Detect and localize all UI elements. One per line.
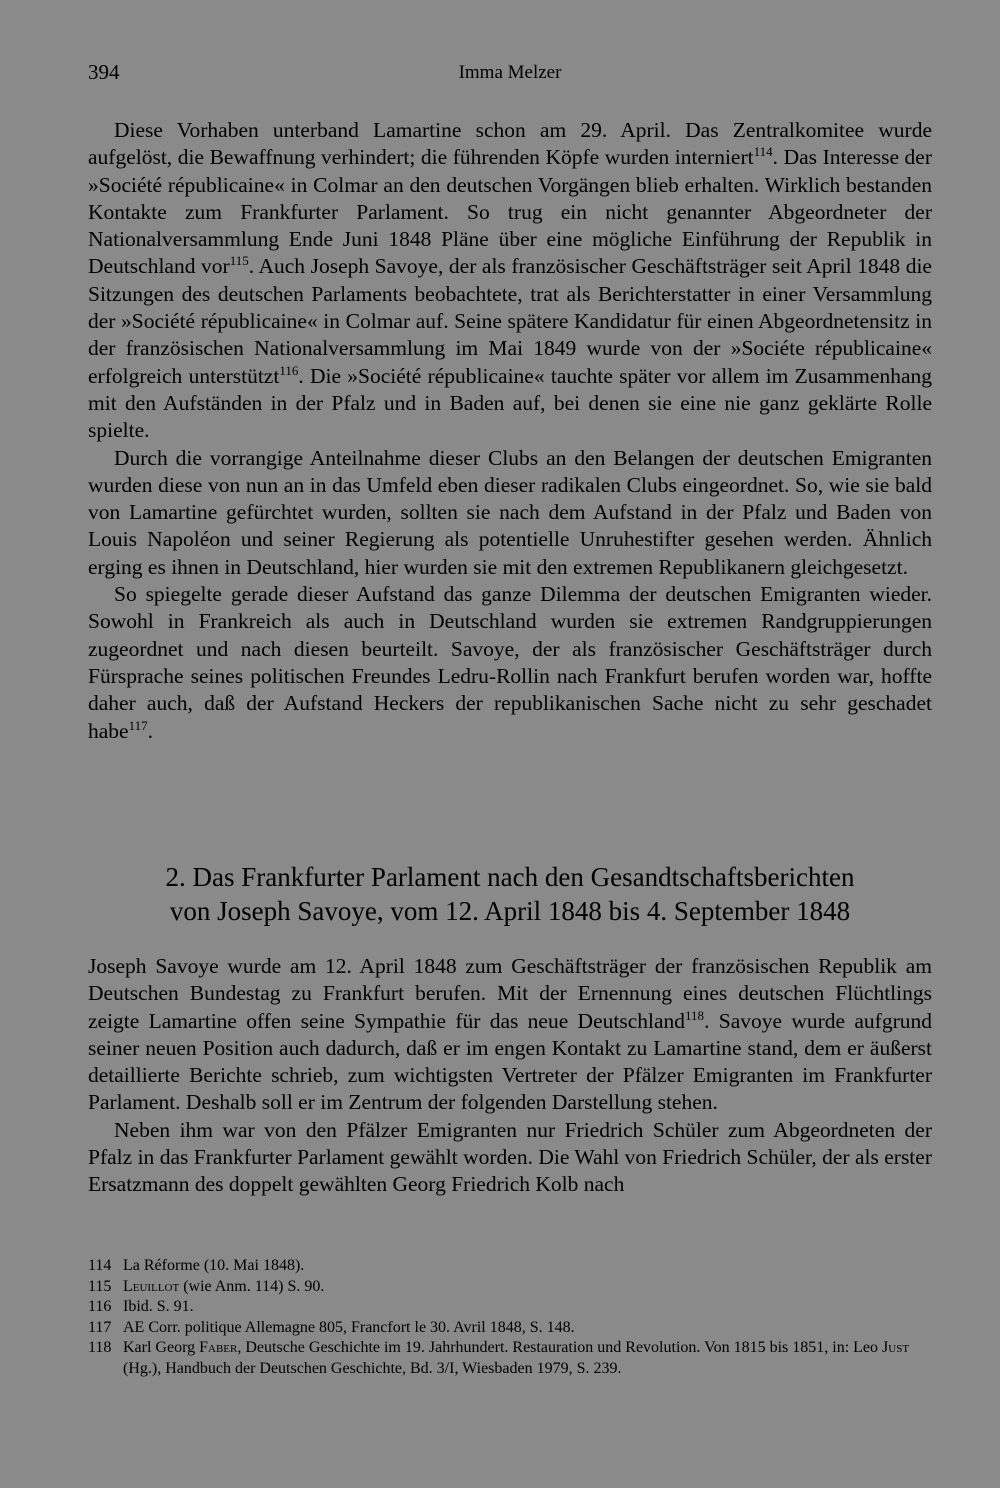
footnote-ref: 115 (229, 253, 249, 269)
footnote-ref: 117 (128, 717, 148, 733)
paragraph: Neben ihm war von den Pfälzer Emigranten nur Friedrich Schüler zum Abgeordneten der Pfalz in das Frankfurter Parlament gewählt worden. Die Wahl von Friedrich Schüler, der als erster Ersatzmann des doppelt gewählten Georg Friedrich Kolb nach (88, 1117, 932, 1197)
footnote-item: 114 La Réforme (10. Mai 1848). (88, 1257, 305, 1274)
paragraph: Durch die vorrangige Anteilnahme dieser Clubs an den Belangen der deutschen Emigranten wurden diese von nun an in das Umfeld eben dieser radikalen Clubs eingeordnet. So, wie sie bald von Lamartine gefürchtet wurden, sollten sie nach dem Aufstand in der Pfalz und Baden von Louis Napoléon und seiner Regierung als potentielle Unruhestifter gesehen werden. Ähnlich erging es ihnen in Deutschland, hier wurden sie mit den extremen Republikanern gleichgesetzt. (88, 445, 932, 579)
footnote-item: 117 AE Corr. politique Allemagne 805, Francfort le 30. Avril 1848, S. 148. (88, 1318, 575, 1336)
footnote-ref: 116 (279, 362, 299, 378)
section-heading: 2. Das Frankfurter Parlament nach den Gesandtschaftsberichten von Joseph Savoye, vom 12. April 1848 bis 4. September 1848 (165, 862, 855, 926)
page-number: 394 (88, 60, 120, 84)
section-2-body (88, 953, 932, 1199)
section-1-body (88, 117, 932, 745)
footnote-ref: 118 (685, 1007, 705, 1023)
footnote-item: 118 Karl Georg Faber, Deutsche Geschichte im 19. Jahrhundert. Restauration und Revolution. Von 1815 bis 1851, in: Leo Just (Hg.), Handbuch der Deutschen Geschichte, Bd. 3/I, Wiesbaden 1979, S. 239. (88, 1339, 910, 1377)
paragraph: Joseph Savoye wurde am 12. April 1848 zum Geschäftsträger der französischen Republik am Deutschen Bundestag zu Frankfurt berufen. Mit der Ernennung eines deutschen Flüchtlings zeigte Lamartine offen seine Sympathie für das neue Deutschland$^{118}$. Savoye wurde aufgrund seiner neuen Position auch dadurch, daß er im engen Kontakt zu Lamartine stand, dem er äußerst detaillierte Berichte schrieb, zum wichtigsten Vertreter der Pfälzer Emigranten im Frankfurter Parlament. Deshalb soll er im Zentrum der folgenden Darstellung stehen. (88, 954, 932, 1115)
page-header (88, 60, 932, 90)
footnote-item: 116 Ibid. S. 91. (88, 1298, 194, 1315)
running-head: Imma Melzer (458, 62, 562, 83)
footnote-item: 115 Leuillot (wie Anm. 114) S. 90. (88, 1277, 325, 1295)
paragraph: Diese Vorhaben unterband Lamartine schon am 29. April. Das Zentralkomitee wurde aufgelöst, die Bewaffnung verhindert; die führenden Köpfe wurden interniert$^{114}$. Das Interesse der »Société républicaine« in Colmar an den deutschen Vorgängen blieb erhalten. Wirklich bestanden Kontakte zum Frankfurter Parlament. So trug ein nicht genannter Abgeordneter der Nationalversammlung Ende Juni 1848 Pläne über eine mögliche Einführung der Republik in Deutschland vor$^{115}$. Auch Joseph Savoye, der als französischer Geschäftsträger seit April 1848 die Sitzungen des deutschen Parlaments beobachtete, trat als Berichterstatter in einer Versammlung der »Société républicaine« in Colmar auf. Seine spätere Kandidatur für einen Abgeordnetensitz in der französischen Nationalversammlung im Mai 1849 wurde von der »Sociéte républicaine« erfolgreich unterstützt$^{116}$. Die »Société républicaine« tauchte später vor allem im Zusammenhang mit den Aufständen in der Pfalz und in Baden auf, bei denen sie eine nie ganz geklärte Rolle spielte. (88, 118, 933, 443)
paragraph: So spiegelte gerade dieser Aufstand das ganze Dilemma der deutschen Emigranten wieder. Sowohl in Frankreich als auch in Deutschland wurden sie extremen Randgruppierungen zugeordnet und nach diesen beurteilt. Savoye, der als französischer Geschäftsträger durch Fürsprache seines politischen Freundes Ledru-Rollin nach Frankfurt berufen worden war, hoffte daher auch, daß der Aufstand Heckers der republikanischen Sache nicht zu sehr geschadet habe$^{117}$. (88, 582, 932, 743)
footnote-ref: 114 (753, 144, 773, 160)
footnotes (88, 1256, 932, 1379)
